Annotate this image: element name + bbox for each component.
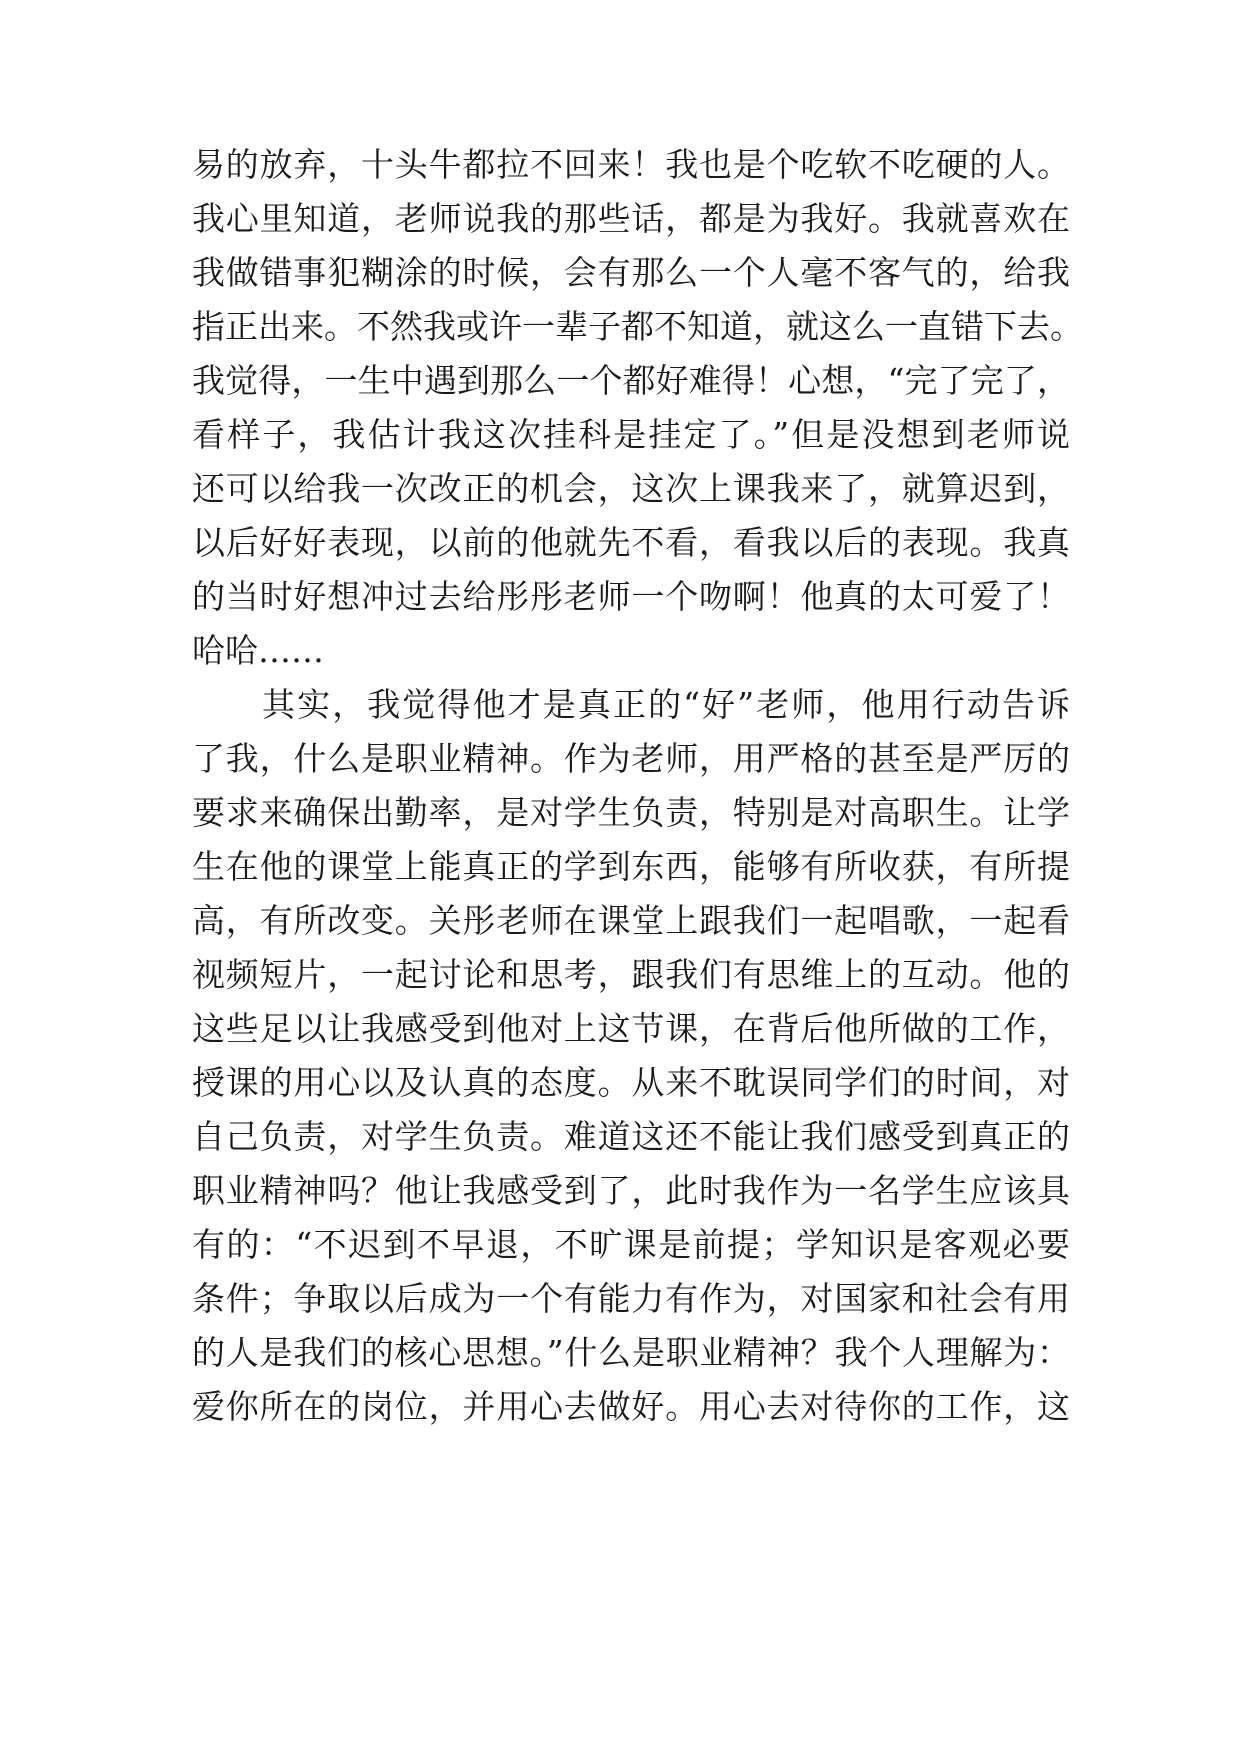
text-line: 了我，什么是职业精神。作为老师，用严格的甚至是严厉的 xyxy=(192,739,1070,778)
text-line: 的当时好想冲过去给彤彤老师一个吻啊！他真的太可爱了！ xyxy=(192,577,1070,616)
text-line: 我心里知道，老师说我的那些话，都是为我好。我就喜欢在 xyxy=(192,199,1070,238)
text-line: 我觉得，一生中遇到那么一个都好难得！心想，“完了完了， xyxy=(192,361,1070,400)
text-line: 以后好好表现，以前的他就先不看，看我以后的表现。我真 xyxy=(192,523,1070,562)
text-line: 生在他的课堂上能真正的学到东西，能够有所收获，有所提 xyxy=(192,847,1070,886)
paragraph-first-line: 其实，我觉得他才是真正的“好”老师，他用行动告诉 xyxy=(262,685,1070,724)
text-line: 还可以给我一次改正的机会，这次上课我来了，就算迟到， xyxy=(192,469,1070,508)
text-line: 哈哈…… xyxy=(192,631,324,670)
text-line: 条件；争取以后成为一个有能力有作为，对国家和社会有用 xyxy=(192,1279,1070,1318)
text-line: 视频短片，一起讨论和思考，跟我们有思维上的互动。他的 xyxy=(192,955,1070,994)
text-line: 职业精神吗？他让我感受到了，此时我作为一名学生应该具 xyxy=(192,1171,1070,1210)
text-line: 这些足以让我感受到他对上这节课，在背后他所做的工作， xyxy=(192,1009,1070,1048)
text-line: 有的：“不迟到不早退，不旷课是前提；学知识是客观必要 xyxy=(192,1225,1070,1264)
text-line: 爱你所在的岗位，并用心去做好。用心去对待你的工作，这 xyxy=(192,1387,1070,1426)
text-line: 指正出来。不然我或许一辈子都不知道，就这么一直错下去。 xyxy=(192,307,1083,346)
text-line: 我做错事犯糊涂的时候，会有那么一个人毫不客气的，给我 xyxy=(192,253,1070,292)
text-line: 要求来确保出勤率，是对学生负责，特别是对高职生。让学 xyxy=(192,793,1070,832)
text-line: 看样子，我估计我这次挂科是挂定了。”但是没想到老师说 xyxy=(192,415,1070,454)
text-line: 高，有所改变。关彤老师在课堂上跟我们一起唱歌，一起看 xyxy=(192,901,1070,940)
text-line: 易的放弃，十头牛都拉不回来！我也是个吃软不吃硬的人。 xyxy=(192,145,1070,184)
text-line: 自己负责，对学生负责。难道这还不能让我们感受到真正的 xyxy=(192,1117,1070,1156)
text-line: 授课的用心以及认真的态度。从来不耽误同学们的时间，对 xyxy=(192,1063,1070,1102)
text-line: 的人是我们的核心思想。”什么是职业精神？我个人理解为： xyxy=(192,1333,1070,1372)
